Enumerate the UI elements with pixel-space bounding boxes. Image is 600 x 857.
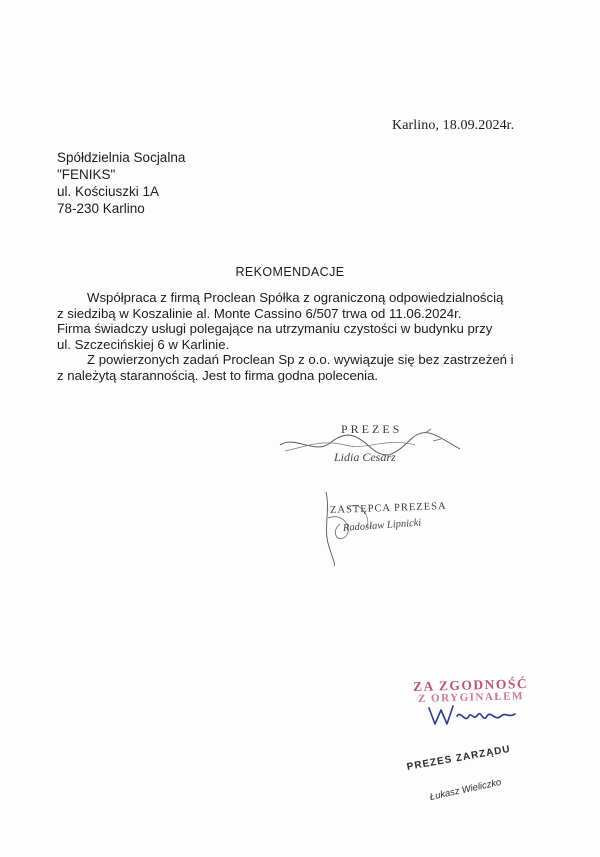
- addressee-line: 78-230 Karlino: [57, 201, 145, 216]
- board-president-name: Łukasz Wieliczko: [428, 776, 503, 803]
- body-text: [57, 290, 532, 384]
- conformity-stamp-line: Z ORYGINAŁEM: [417, 690, 525, 705]
- addressee-block: [57, 149, 185, 217]
- body-line: Firma świadczy usługi polegające na utrzymaniu czystości w budynku przy: [57, 321, 493, 337]
- president-title: PREZES: [341, 422, 403, 436]
- conformity-stamp-line: ZA ZGODNOŚĆ: [412, 675, 529, 694]
- body-line: Z powierzonych zadań Proclean Sp z o.o. wywiązuje się bez zastrzeżeń i: [87, 352, 514, 368]
- addressee-line: ul. Kościuszki 1A: [57, 184, 160, 199]
- blue-handwritten-signature: [425, 698, 520, 728]
- place-date: Karlino, 18.09.2024r.: [392, 118, 515, 133]
- board-president-title: PREZES ZARZĄDU: [406, 743, 512, 773]
- body-line: Współpraca z firmą Proclean Spółka z ograniczoną odpowiedzialnością: [87, 290, 504, 305]
- president-name: Lidia Cesarz: [334, 450, 396, 464]
- addressee-line: "FENIKS": [57, 167, 116, 182]
- vice-president-title: ZASTĘPCA PREZESA: [329, 500, 447, 516]
- body-line: z należytą starannością. Jest to firma godna polecenia.: [57, 367, 379, 383]
- vice-president-name: Radosław Lipnicki: [342, 517, 422, 534]
- document-title: REKOMENDACJE: [235, 265, 345, 279]
- body-line: z siedzibą w Koszalinie al. Monte Cassino 6/507 trwa od 11.06.2024r.: [57, 305, 462, 321]
- body-line: ul. Szczecińskiej 6 w Karlinie.: [57, 336, 230, 352]
- addressee-line: Spółdzielnia Socjalna: [57, 150, 186, 165]
